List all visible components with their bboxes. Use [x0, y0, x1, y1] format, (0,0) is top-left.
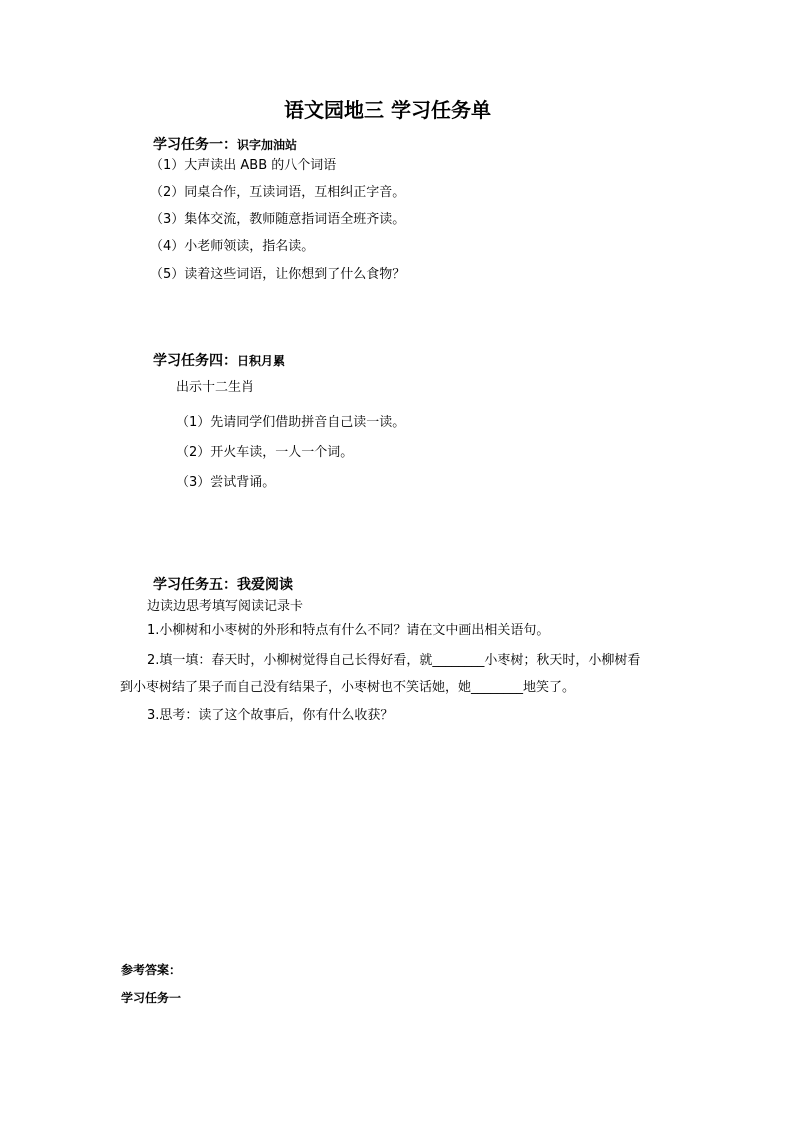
task4-heading-prefix: 学习任务四：: [153, 353, 237, 369]
task1-heading-prefix: 学习任务一：: [153, 137, 237, 153]
task1-item-4: （4）小老师领读，指名读。: [150, 239, 315, 254]
answers-task1-label: 学习任务一: [121, 991, 182, 1005]
task5-question-1: 1.小柳树和小枣树的外形和特点有什么不同？请在文中画出相关语句。: [147, 623, 550, 638]
task4-heading-topic: 日积月累: [237, 354, 286, 368]
task1-heading: [153, 136, 297, 152]
page-title: 语文园地三 学习任务单: [284, 98, 491, 122]
answers-heading: 参考答案：: [121, 963, 182, 977]
task4-intro: 出示十二生肖: [176, 380, 255, 395]
task1-item-3: （3）集体交流，教师随意指词语全班齐读。: [150, 212, 406, 227]
task5-heading: 学习任务五：我爱阅读: [153, 577, 293, 593]
task4-item-1: （1）先请同学们借助拼音自己读一读。: [176, 415, 406, 430]
task4-heading: [153, 352, 285, 368]
task5-question-2-line-1: 2.填一填：春天时，小柳树觉得自己长得好看，就________小枣树；秋天时，小柳树看: [147, 653, 641, 668]
task4-item-3: （3）尝试背诵。: [176, 475, 276, 490]
task5-question-3: 3.思考：读了这个故事后，你有什么收获？: [147, 708, 394, 723]
task5-intro: 边读边思考填写阅读记录卡: [147, 599, 304, 614]
task4-item-2: （2）开火车读，一人一个词。: [176, 445, 354, 460]
task1-item-1: （1）大声读出 ABB 的八个词语: [150, 158, 337, 173]
task1-heading-topic: 识字加油站: [237, 138, 298, 152]
task5-question-2-line-2: 到小枣树结了果子而自己没有结果子，小枣树也不笑话她，她________地笑了。: [120, 680, 576, 695]
task1-item-2: （2）同桌合作，互读词语，互相纠正字音。: [150, 185, 406, 200]
task1-item-5: （5）读着这些词语，让你想到了什么食物？: [150, 267, 406, 282]
